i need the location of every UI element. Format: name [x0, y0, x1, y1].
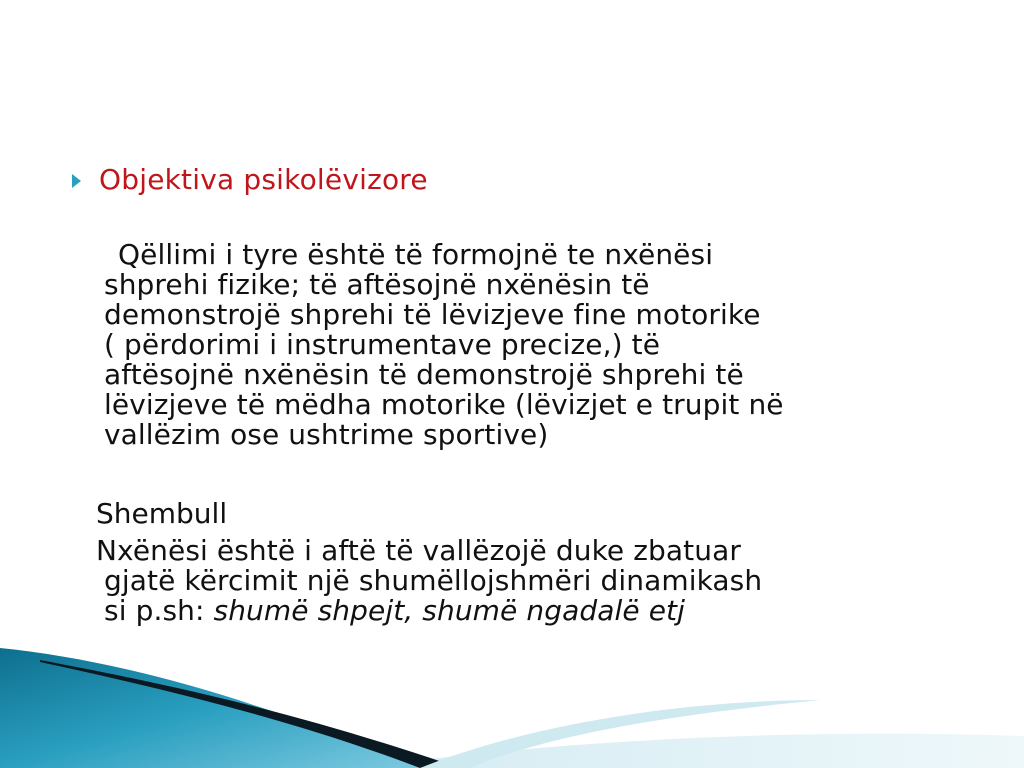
bullet-heading: Objektiva psikolëvizore [99, 163, 428, 196]
paragraph-line: ( përdorimi i instrumentave precize,) të [104, 328, 661, 361]
example-label: Shembull [96, 497, 228, 530]
paragraph-line: gjatë kërcimit një shumëllojshmëri dinamikash [104, 564, 763, 597]
example-italic-text: shumë shpejt, shumë ngadalë etj [213, 594, 685, 627]
paragraph-line: aftësojnë nxënësin të demonstrojë shprehi të [104, 358, 744, 391]
paragraph-line: demonstrojë shprehi të lëvizjeve fine motorike [104, 298, 761, 331]
paragraph-line: lëvizjeve të mëdha motorike (lëvizjet e trupit në [104, 388, 784, 421]
paragraph-line: shprehi fizike; të aftësojnë nxënësin të [104, 268, 650, 301]
paragraph-line: Qëllimi i tyre është të formojnë te nxënësi [118, 238, 714, 271]
example-prefix: si p.sh: [104, 594, 214, 627]
paragraph-line: vallëzim ose ushtrime sportive) [104, 418, 549, 451]
paragraph-line: Nxënësi është i aftë të vallëzojë duke zbatuar [96, 534, 741, 567]
